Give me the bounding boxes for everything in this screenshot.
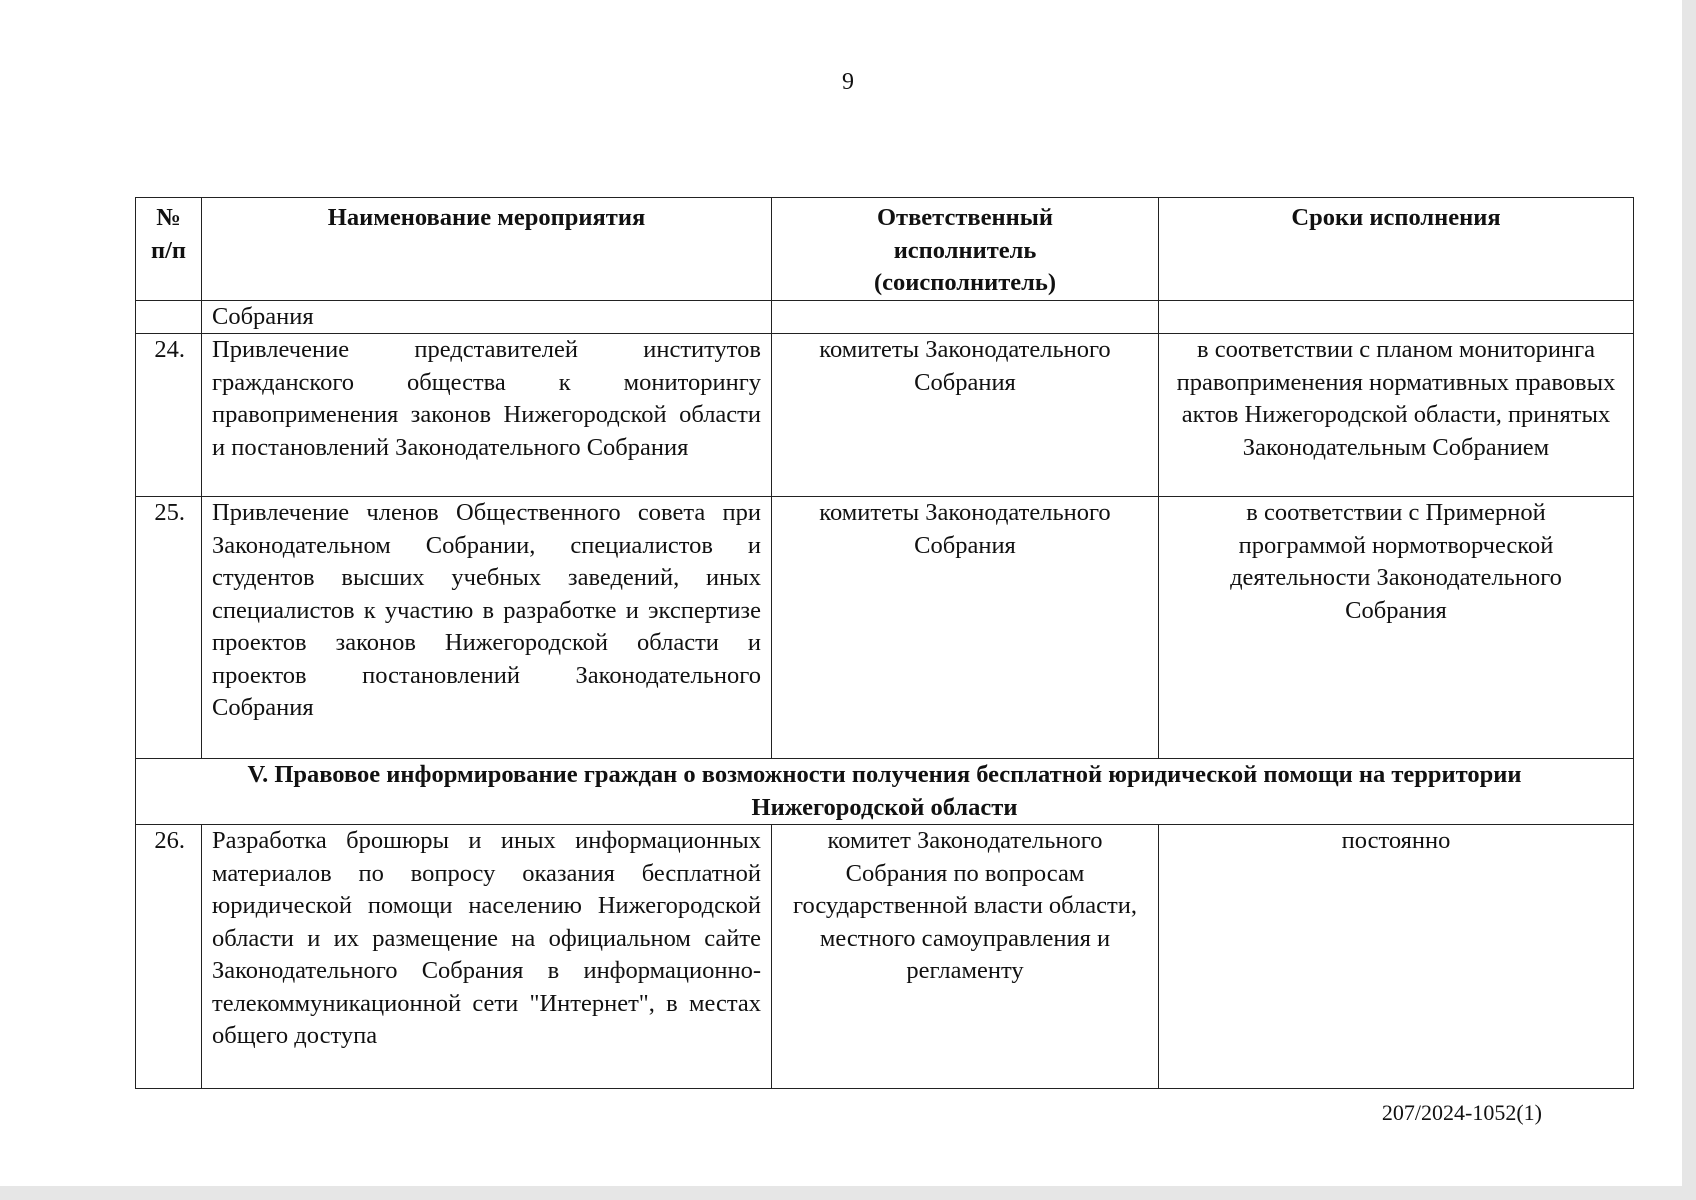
execution-deadline: постоянно (1159, 825, 1634, 1089)
header-deadline: Сроки исполнения (1159, 198, 1634, 301)
row-number: 24. (136, 334, 202, 497)
table-row (136, 825, 1634, 1089)
table-header-row (136, 198, 1634, 301)
execution-deadline: в соответствии с Примерной программой нормотворческой деятельности Законодательного Собрания (1159, 497, 1634, 759)
header-num: № п/п (136, 198, 202, 301)
table-row (136, 334, 1634, 497)
table-row-continuation (136, 300, 1634, 334)
table-row (136, 497, 1634, 759)
page-number: 9 (842, 69, 854, 95)
cell-num (136, 300, 202, 334)
responsible-executor: комитеты Законодательного Собрания (772, 334, 1159, 497)
cell-responsible (772, 300, 1159, 334)
section-heading-row (136, 759, 1634, 825)
document-code: 207/2024-1052(1) (1381, 1100, 1542, 1125)
responsible-executor: комитеты Законодательного Собрания (772, 497, 1159, 759)
section-title: V. Правовое информирование граждан о возможности получения бесплатной юридической помощи на территории Нижегородской области (136, 759, 1634, 825)
event-name: Привлечение членов Общественного совета при Законодательном Собрании, специалистов и студентов высших учебных заведений, иных специалистов к участию в разработке и экспертизе проектов законов Нижегородской области и проектов постановлений Законодательного Собрания (202, 497, 772, 759)
events-table (135, 197, 1634, 1089)
responsible-executor: комитет Законодательного Собрания по вопросам государственной власти области, местного самоуправления и регламенту (772, 825, 1159, 1089)
header-responsible: Ответственный исполнитель (соисполнитель) (772, 198, 1159, 301)
cell-name: Собрания (202, 300, 772, 334)
execution-deadline: в соответствии с планом мониторинга правоприменения нормативных правовых актов Нижегородской области, принятых Законодательным Собранием (1159, 334, 1634, 497)
cell-deadline (1159, 300, 1634, 334)
event-name: Разработка брошюры и иных информационных материалов по вопросу оказания бесплатной юридической помощи населению Нижегородской области и их размещение на официальном сайте Законодательного Собрания в информационно-телекоммуникационной сети "Интернет", в местах общего доступа (202, 825, 772, 1089)
row-number: 26. (136, 825, 202, 1089)
header-name: Наименование мероприятия (202, 198, 772, 301)
row-number: 25. (136, 497, 202, 759)
event-name: Привлечение представителей институтов гражданского общества к мониторингу правоприменения законов Нижегородской области и постановлений Законодательного Собрания (202, 334, 772, 497)
